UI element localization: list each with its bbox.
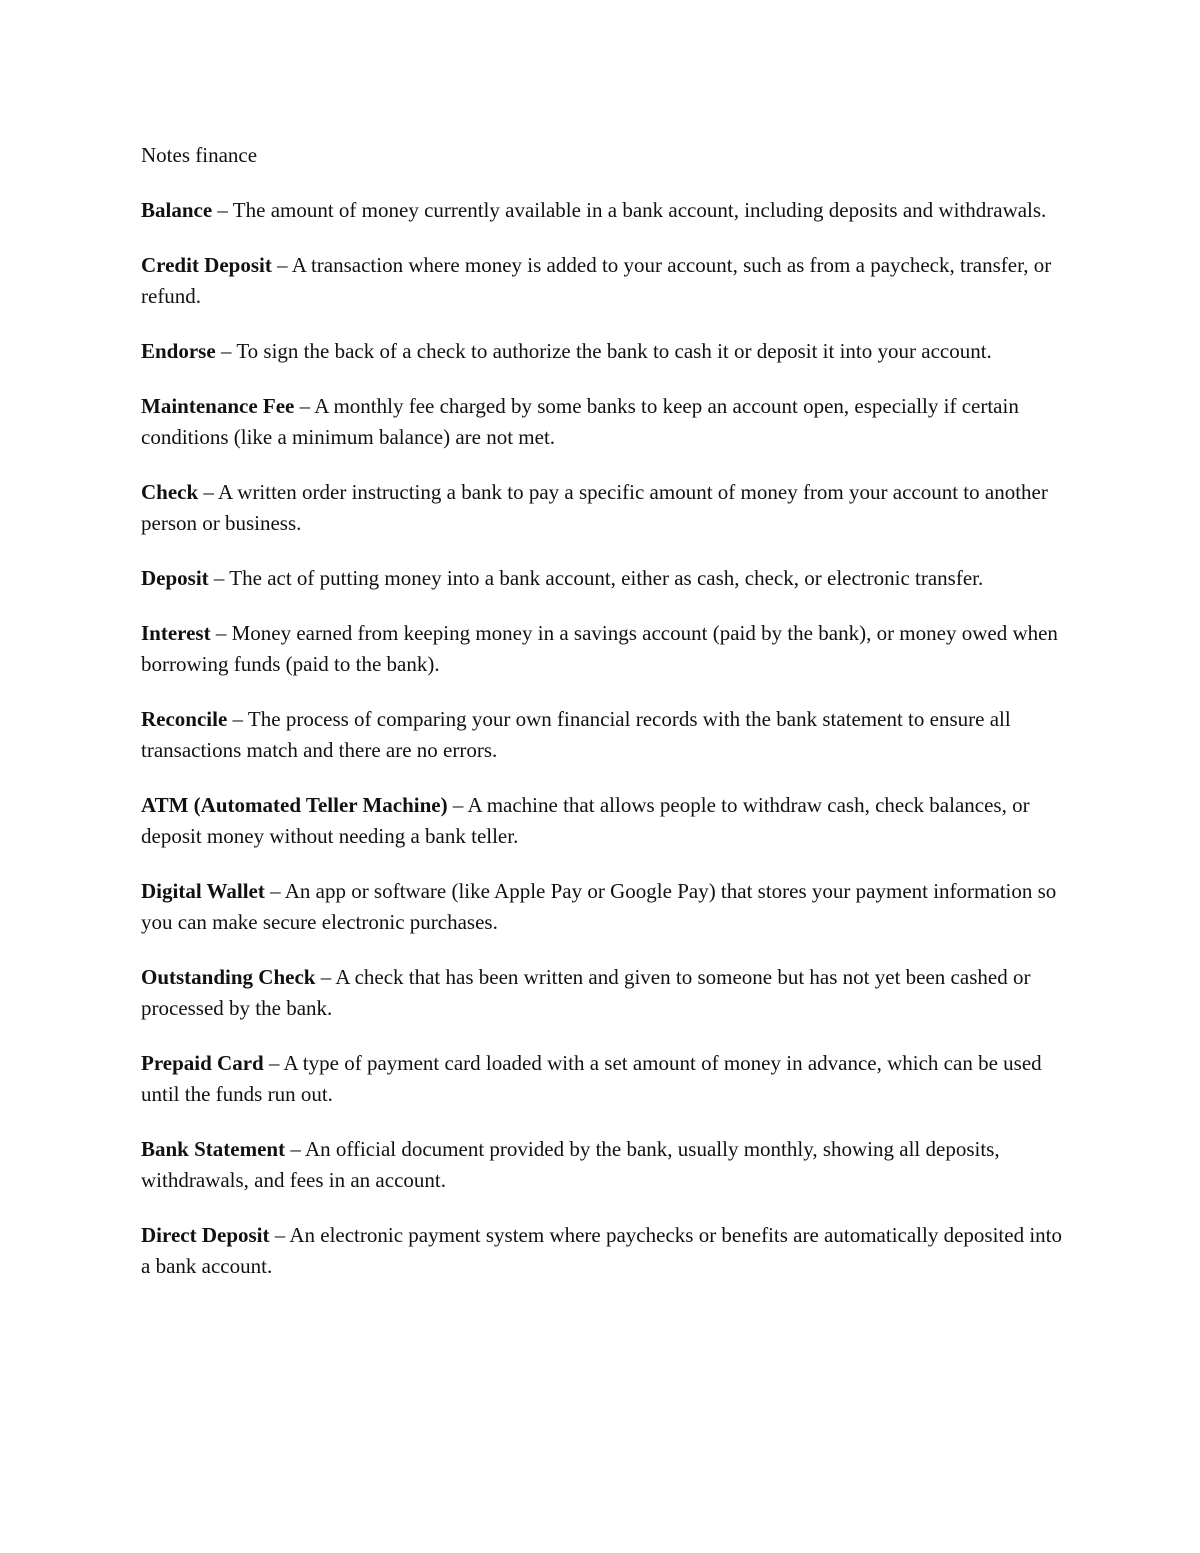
term-separator: – — [212, 198, 233, 222]
term-separator: – — [215, 339, 237, 363]
term-separator: – — [269, 1223, 290, 1247]
glossary-definition: A machine that allows people to withdraw cash, check balances, or deposit money without needing a bank teller. — [141, 793, 1030, 848]
glossary-term: Bank Statement — [141, 1137, 286, 1161]
term-separator: – — [294, 394, 315, 418]
glossary-term: Interest — [141, 621, 211, 645]
glossary-entry — [141, 195, 1066, 226]
term-separator: – — [210, 621, 232, 645]
glossary-entry — [141, 962, 1066, 1024]
glossary-definition: The act of putting money into a bank account, either as cash, check, or electronic transfer. — [229, 566, 984, 590]
glossary-definition: The process of comparing your own financial records with the bank statement to ensure all transactions match and there are no errors. — [141, 707, 1011, 762]
glossary-definition: An app or software (like Apple Pay or Google Pay) that stores your payment information so you can make secure electronic purchases. — [141, 879, 1057, 934]
glossary-term: Maintenance Fee — [141, 394, 295, 418]
glossary-entry — [141, 1220, 1066, 1282]
glossary-entry — [141, 1134, 1066, 1196]
glossary-list — [141, 195, 1066, 1282]
glossary-term: Check — [141, 480, 199, 504]
term-separator: – — [271, 253, 292, 277]
glossary-entry — [141, 704, 1066, 766]
term-separator: – — [227, 707, 248, 731]
glossary-definition: A type of payment card loaded with a set amount of money in advance, which can be used until the funds run out. — [141, 1051, 1042, 1106]
glossary-entry — [141, 336, 1066, 367]
glossary-term: Balance — [141, 198, 213, 222]
glossary-definition: An official document provided by the bank, usually monthly, showing all deposits, withdrawals, and fees in an account. — [141, 1137, 1000, 1192]
term-separator: – — [198, 480, 219, 504]
glossary-definition: A transaction where money is added to your account, such as from a paycheck, transfer, or refund. — [141, 253, 1052, 308]
glossary-definition: The amount of money currently available in a bank account, including deposits and withdrawals. — [232, 198, 1047, 222]
glossary-entry — [141, 250, 1066, 312]
glossary-entry — [141, 391, 1066, 453]
glossary-entry — [141, 477, 1066, 539]
glossary-entry — [141, 1048, 1066, 1110]
glossary-term: Digital Wallet — [141, 879, 265, 903]
term-separator: – — [264, 879, 285, 903]
glossary-term: Reconcile — [141, 707, 228, 731]
term-separator: – — [263, 1051, 284, 1075]
glossary-entry — [141, 790, 1066, 852]
glossary-term: Deposit — [141, 566, 209, 590]
glossary-definition: To sign the back of a check to authorize the bank to cash it or deposit it into your account. — [236, 339, 992, 363]
glossary-term: ATM (Automated Teller Machine) — [141, 793, 448, 817]
glossary-term: Direct Deposit — [141, 1223, 270, 1247]
glossary-entry — [141, 876, 1066, 938]
term-separator: – — [315, 965, 336, 989]
term-separator: – — [208, 566, 230, 590]
glossary-term: Endorse — [141, 339, 216, 363]
term-separator: – — [285, 1137, 305, 1161]
document-body — [141, 140, 1066, 1306]
glossary-definition: An electronic payment system where paychecks or benefits are automatically deposited into a bank account. — [141, 1223, 1062, 1278]
term-separator: – — [447, 793, 468, 817]
glossary-definition: Money earned from keeping money in a savings account (paid by the bank), or money owed when borrowing funds (paid to the bank). — [141, 621, 1058, 676]
glossary-entry — [141, 618, 1066, 680]
glossary-term: Prepaid Card — [141, 1051, 264, 1075]
glossary-definition: A check that has been written and given to someone but has not yet been cashed or processed by the bank. — [141, 965, 1031, 1020]
glossary-entry — [141, 563, 1066, 594]
glossary-definition: A written order instructing a bank to pay a specific amount of money from your account to another person or business. — [141, 480, 1048, 535]
glossary-term: Credit Deposit — [141, 253, 272, 277]
glossary-definition: A monthly fee charged by some banks to keep an account open, especially if certain conditions (like a minimum balance) are not met. — [141, 394, 1019, 449]
glossary-term: Outstanding Check — [141, 965, 316, 989]
document-title: Notes finance — [141, 143, 258, 167]
